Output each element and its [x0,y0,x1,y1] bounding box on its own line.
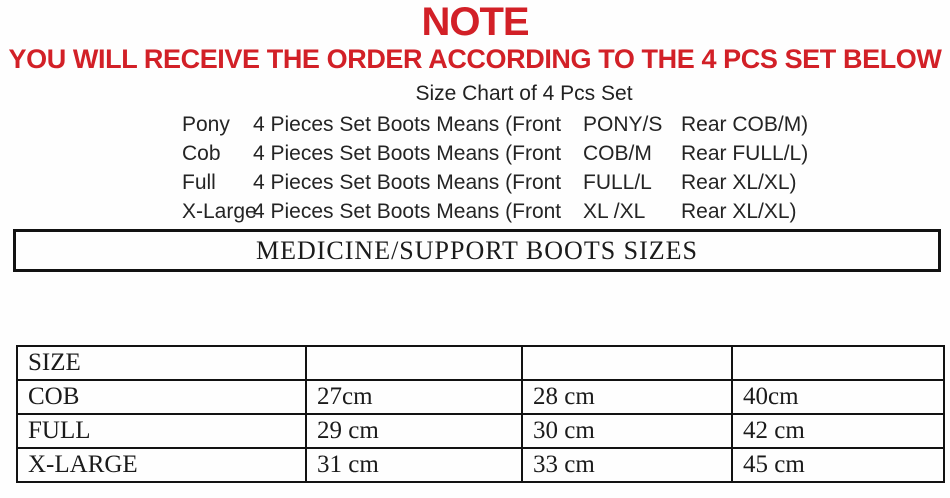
table-cell-value: 33 cm [522,448,732,482]
table-row-full [17,414,944,448]
table-cell-label: X-LARGE [17,448,306,482]
set-label: X-Large [182,200,257,223]
table-cell-empty [522,346,732,380]
size-chart-heading: Size Chart of 4 Pcs Set [415,82,633,105]
banner-title: MEDICINE/SUPPORT BOOTS SIZES [255,235,699,265]
set-rear-size: Rear XL/XL) [681,171,797,194]
set-means-text: 4 Pieces Set Boots Means (Front [253,113,562,136]
set-rear-size: Rear FULL/L) [681,142,809,165]
table-cell-value: 28 cm [522,380,732,414]
table-cell-label: FULL [17,414,306,448]
sizes-table [16,345,945,483]
table-row-cob [17,380,944,414]
table-header-row [17,346,944,380]
set-row-cob [182,139,808,168]
set-rear-size: Rear COB/M) [681,113,809,136]
set-row-pony [182,110,808,139]
set-rear-size: Rear XL/XL) [681,200,797,223]
set-label: Cob [182,142,221,165]
set-row-full [182,168,808,197]
table-row-xlarge [17,448,944,482]
note-heading: NOTE [421,0,529,44]
set-label: Pony [182,113,230,136]
table-cell-value: 31 cm [306,448,522,482]
set-front-size: PONY/S [583,113,663,136]
set-means-text: 4 Pieces Set Boots Means (Front [253,171,562,194]
set-front-size: XL /XL [583,200,646,223]
table-cell-value: 42 cm [732,414,944,448]
table-cell-empty [732,346,944,380]
table-cell-value: 45 cm [732,448,944,482]
set-means-text: 4 Pieces Set Boots Means (Front [253,142,562,165]
set-means-text: 4 Pieces Set Boots Means (Front [253,200,562,223]
table-cell-value: 40cm [732,380,944,414]
table-cell-value: 30 cm [522,414,732,448]
table-cell-size-header: SIZE [17,346,306,380]
table-cell-value: 27cm [306,380,522,414]
table-cell-value: 29 cm [306,414,522,448]
pcs-set-list [182,110,808,226]
table-cell-label: COB [17,380,306,414]
note-subheading: YOU WILL RECEIVE THE ORDER ACCORDING TO THE 4 PCS SET BELOW [8,44,942,74]
set-front-size: FULL/L [583,171,652,194]
set-row-xlarge [182,197,808,226]
set-front-size: COB/M [583,142,652,165]
medicine-boots-banner [13,229,941,272]
table-cell-empty [306,346,522,380]
set-label: Full [182,171,216,194]
